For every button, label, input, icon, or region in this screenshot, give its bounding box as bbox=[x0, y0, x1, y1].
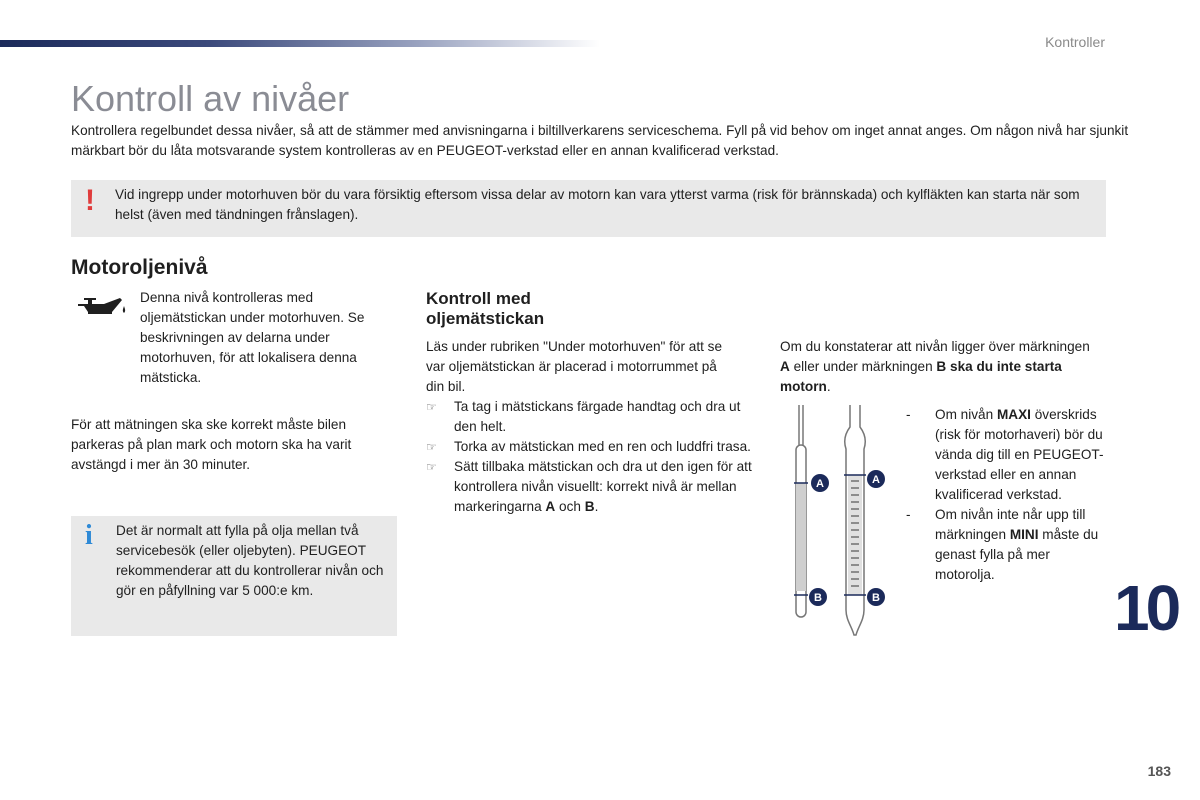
exclamation-icon: ! bbox=[85, 184, 95, 217]
dipstick-steps bbox=[426, 397, 756, 517]
header-bar bbox=[0, 40, 600, 47]
mark-a-label: A bbox=[545, 499, 556, 514]
oil-level-heading: Motoroljenivå bbox=[71, 256, 208, 279]
step-text-end: . bbox=[594, 499, 599, 514]
mark-b-label: B bbox=[584, 499, 595, 514]
list-item bbox=[426, 457, 756, 517]
pointing-hand-icon: ☞ bbox=[426, 400, 437, 414]
intro-paragraph: Kontrollera regelbundet dessa nivåer, så att de stämmer med anvisningarna i biltillverkarens serviceschema. Fyll på vid behov om inget annat anges. Om någon nivå har sjunkit märkbart bör du låta motsvarande system kontrolleras av en PEUGEOT-verkstad eller en annan kvalificerad verkstad. bbox=[71, 123, 1129, 158]
warning-box bbox=[71, 180, 1106, 237]
level-warning-paragraph: Om du konstaterar att nivån ligger över märkningen A eller under märkningen B ska du inte starta motorn. bbox=[780, 339, 1090, 394]
dipstick-heading: Kontroll med oljemätstickan bbox=[426, 289, 545, 328]
info-icon: i bbox=[85, 520, 93, 551]
section-label: Kontroller bbox=[1045, 34, 1105, 50]
page-number: 183 bbox=[1147, 763, 1171, 779]
label-b-right: B bbox=[872, 592, 880, 604]
list-item bbox=[426, 397, 756, 437]
step-text: Torka av mätstickan med en ren och luddfri trasa. bbox=[454, 439, 751, 454]
step-text-and: och bbox=[555, 499, 585, 514]
info-box bbox=[71, 516, 397, 636]
label-a-right: A bbox=[872, 474, 880, 486]
pointing-hand-icon: ☞ bbox=[426, 460, 437, 474]
list-item: - Om nivån MAXI överskrids (risk för motorhaveri) bör du vända dig till en PEUGEOT-verkstad eller en annan kvalificerad verkstad. bbox=[906, 407, 1104, 502]
dipstick-illustration bbox=[780, 405, 900, 640]
label-b-left: B bbox=[814, 592, 822, 604]
oil-level-description: Denna nivå kontrolleras med oljemätstickan under motorhuven. Se beskrivningen av delarna under motorhuven, för att lokalisera denna mätsticka. bbox=[140, 290, 365, 385]
chapter-number: 10 bbox=[1114, 572, 1178, 644]
measurement-note: För att mätningen ska ske korrekt måste bilen parkeras på plan mark och motorn ska ha varit avstängd i mer än 30 minuter. bbox=[71, 417, 352, 472]
warning-text: Vid ingrepp under motorhuven bör du vara försiktig eftersom vissa delar av motorn kan vara ytterst varma (risk för brännskada) och kylfläkten kan starta när som helst (även med tändningen frånslagen). bbox=[115, 187, 1080, 222]
list-item: - Om nivån inte når upp till märkningen MINI måste du genast fylla på mer motorolja. bbox=[906, 507, 1099, 582]
pointing-hand-icon: ☞ bbox=[426, 440, 437, 454]
list-item bbox=[426, 437, 756, 457]
dipstick-intro: Läs under rubriken "Under motorhuven" för att se var oljemätstickan är placerad i motorrummet på din bil. bbox=[426, 339, 723, 394]
label-a-left: A bbox=[816, 478, 824, 490]
info-text: Det är normalt att fylla på olja mellan två servicebesök (eller oljebyten). PEUGEOT rekommenderar att du kontrollerar nivån och gör en påfyllning var 5 000:e km. bbox=[116, 523, 384, 598]
oil-can-icon bbox=[74, 294, 130, 322]
step-text: Sätt tillbaka mätstickan och dra ut den igen för att kontrollera nivån visuellt: korrekt nivå är mellan markeringarna bbox=[454, 459, 752, 514]
page-title: Kontroll av nivåer bbox=[71, 78, 350, 119]
level-list bbox=[906, 405, 1111, 585]
step-text: Ta tag i mätstickans färgade handtag och dra ut den helt. bbox=[454, 399, 741, 434]
